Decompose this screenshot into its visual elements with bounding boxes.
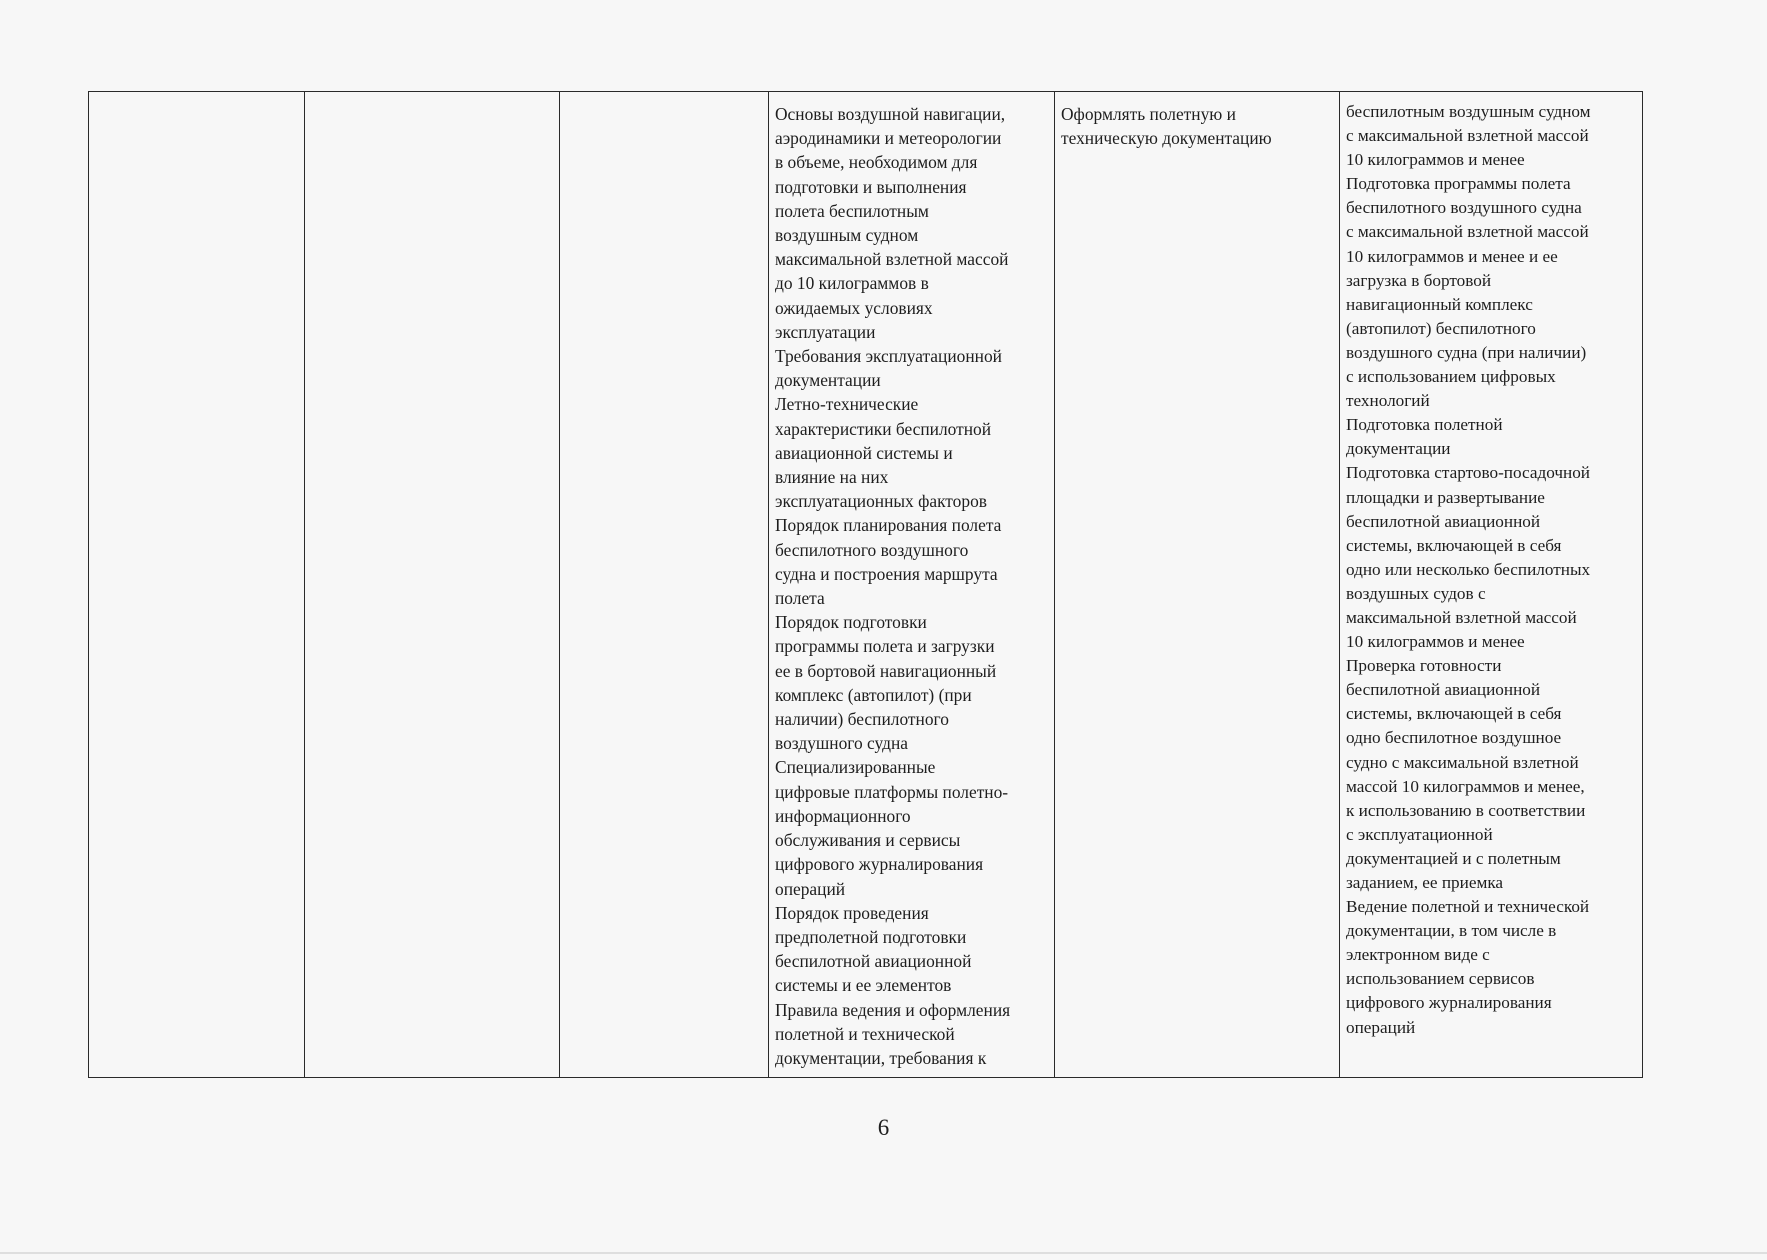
actions-text: беспилотным воздушным судном с максимальной взлетной массой 10 килограммов и менее Подготовка программы полета беспилотного воздушного судна с максимальной взлетной массой 10 килограммов и менее и ее загрузка в бортовой навигационный комплекс (автопилот) беспилотного воздушного судна (при наличии) с использованием цифровых технологий Подготовка полетной документации Подготовка стартово-посадочной площадки и развертывание беспилотной авиационной системы, включающей в себя одно или несколько беспилотных воздушных судов с максимальной взлетной массой 10 килограммов и менее Проверка готовности беспилотной авиационной системы, включающей в себя одно беспилотное воздушное судно с максимальной взлетной массой 10 килограммов и менее, к использованию в соответствии с эксплуатационной документацией и с полетным заданием, ее приемка Ведение полетной и технической документации, в том числе в электронном виде с использованием сервисов цифрового журналирования операций (1346, 102, 1591, 1037)
table-cell-knowledge (769, 92, 1055, 1078)
table-cell-col1 (89, 92, 305, 1078)
scan-edge-line (0, 1252, 1767, 1254)
competency-table (88, 91, 1643, 1078)
skills-text: Оформлять полетную и техническую документацию (1061, 104, 1272, 148)
table-cell-actions (1340, 92, 1643, 1078)
table-cell-skills (1055, 92, 1340, 1078)
page-number: 6 (877, 1115, 890, 1140)
table-row (89, 92, 1643, 1078)
table-cell-col3 (560, 92, 769, 1078)
knowledge-text: Основы воздушной навигации, аэродинамики и метеорологии в объеме, необходимом для подготовки и выполнения полета беспилотным воздушным судном максимальной взлетной массой до 10 килограммов в ожидаемых условиях эксплуатации Требования эксплуатационной документации Летно-технические характеристики беспилотной авиационной системы и влияние на них эксплуатационных факторов Порядок планирования полета беспилотного воздушного судна и построения маршрута полета Порядок подготовки программы полета и загрузки ее в бортовой навигационный комплекс (автопилот) (при наличии) беспилотного воздушного судна Специализированные цифровые платформы полетно- информационного обслуживания и сервисы цифрового журналирования операций Порядок проведения предполетной подготовки беспилотной авиационной системы и ее элементов Правила ведения и оформления полетной и технической документации, требования к (775, 104, 1011, 1068)
table-cell-col2 (305, 92, 560, 1078)
